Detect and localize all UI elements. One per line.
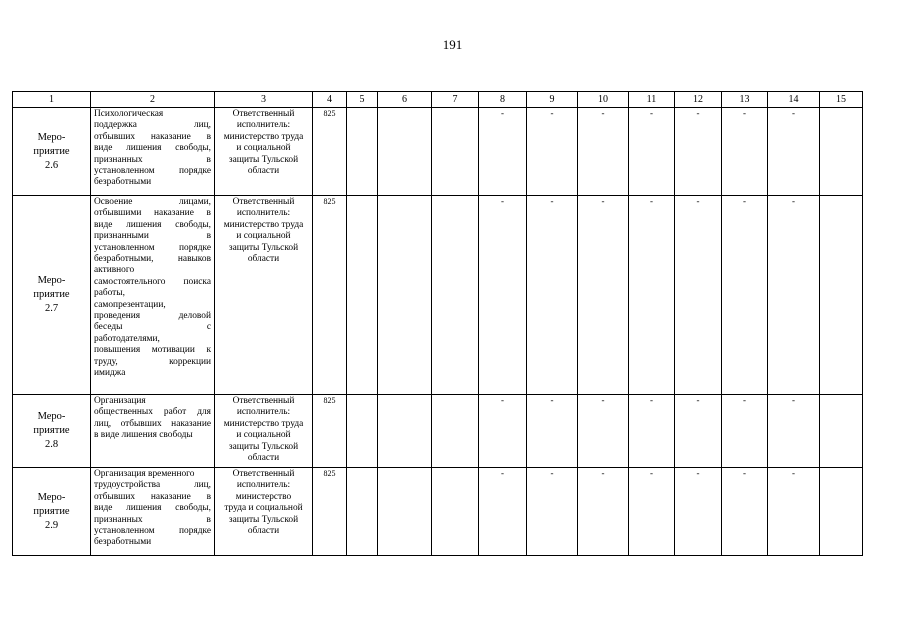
value-cell: - <box>629 108 675 196</box>
event-number-cell <box>13 395 91 468</box>
description-line: Организация <box>94 396 146 406</box>
description-line: имиджа <box>94 368 126 379</box>
executor-line: области <box>247 453 280 464</box>
header-cell: 12 <box>675 92 722 108</box>
table-header-row <box>13 92 863 108</box>
value-cell <box>347 196 378 395</box>
event-number: 2.8 <box>44 439 59 450</box>
executor-line: министерство труда <box>223 219 304 230</box>
value-cell <box>378 196 432 395</box>
header-cell: 3 <box>215 92 313 108</box>
description-line: работодателями, <box>94 333 160 344</box>
value-cell: - <box>722 196 768 395</box>
event-label: Меро- <box>37 131 66 143</box>
description-line: признанных в <box>94 514 211 525</box>
header-cell: 5 <box>347 92 378 108</box>
table-row <box>13 395 863 468</box>
header-cell: 9 <box>527 92 578 108</box>
description-line: в виде лишения свободы <box>94 430 193 441</box>
value-cell: - <box>479 108 527 196</box>
value-cell: - <box>768 468 820 556</box>
value-cell: - <box>768 196 820 395</box>
table-row <box>13 108 863 196</box>
description-line: безработными <box>94 177 152 188</box>
executor-line: защиты Тульской <box>228 441 299 452</box>
code-cell: 825 <box>313 395 347 468</box>
executor-line: министерство <box>235 491 292 502</box>
header-cell: 8 <box>479 92 527 108</box>
description-line: повышения мотивации к <box>94 345 211 356</box>
executor-line: области <box>247 526 280 537</box>
description-line: труду, коррекции <box>94 356 211 367</box>
table-row <box>13 196 863 395</box>
executor-line: исполнитель: <box>236 407 291 418</box>
description-line: виде лишения свободы, <box>94 143 211 154</box>
value-cell: - <box>479 395 527 468</box>
event-number-cell <box>13 108 91 196</box>
executor-line: и социальной <box>236 143 291 154</box>
executor-line: исполнитель: <box>236 120 291 131</box>
value-cell: - <box>527 395 578 468</box>
value-cell <box>432 395 479 468</box>
header-cell: 15 <box>820 92 863 108</box>
header-cell: 10 <box>578 92 629 108</box>
event-number: 2.6 <box>44 159 59 171</box>
value-cell: - <box>722 395 768 468</box>
description-line: отбывшими наказание в <box>94 208 211 219</box>
executor-line: Ответственный <box>232 469 295 479</box>
value-cell <box>378 468 432 556</box>
value-cell: - <box>722 468 768 556</box>
executor-line: труда и социальной <box>224 503 303 514</box>
executor-line: Ответственный <box>232 197 295 207</box>
header-cell: 11 <box>629 92 675 108</box>
executor-line: области <box>247 254 280 265</box>
value-cell: - <box>629 395 675 468</box>
description-line: самостоятельного поиска <box>94 276 211 287</box>
description-line: установленном порядке <box>94 242 211 253</box>
executor-line: и социальной <box>236 430 291 441</box>
value-cell: - <box>722 108 768 196</box>
value-cell: - <box>675 108 722 196</box>
description-line: отбывших наказание в <box>94 131 211 142</box>
value-cell: - <box>527 196 578 395</box>
header-cell: 1 <box>13 92 91 108</box>
event-label: приятие <box>33 505 70 517</box>
executor-cell <box>215 108 313 196</box>
description-line: отбывших наказание в <box>94 491 211 502</box>
value-cell <box>347 108 378 196</box>
description-line: Организация временного <box>94 469 195 479</box>
executor-cell <box>215 395 313 468</box>
description-line: Психологическая <box>94 109 164 119</box>
executor-line: министерство труда <box>223 418 304 429</box>
value-cell <box>820 395 863 468</box>
header-cell: 7 <box>432 92 479 108</box>
header-cell: 6 <box>378 92 432 108</box>
executor-line: исполнитель: <box>236 480 291 491</box>
value-cell: - <box>578 108 629 196</box>
description-line: проведения деловой <box>94 311 211 322</box>
executor-line: защиты Тульской <box>228 242 299 253</box>
value-cell <box>432 468 479 556</box>
event-label: приятие <box>33 145 70 157</box>
description-line: общественных работ для <box>94 407 211 418</box>
value-cell <box>820 468 863 556</box>
event-number-cell <box>13 468 91 556</box>
executor-cell <box>215 196 313 395</box>
description-line: признанными в <box>94 231 211 242</box>
description-cell <box>91 395 215 468</box>
value-cell: - <box>527 468 578 556</box>
value-cell: - <box>578 395 629 468</box>
description-line: самопрезентации, <box>94 299 166 310</box>
description-cell <box>91 468 215 556</box>
description-line: виде лишения свободы, <box>94 503 211 514</box>
executor-line: Ответственный <box>232 396 295 406</box>
description-line: активного <box>94 265 135 276</box>
value-cell: - <box>768 395 820 468</box>
table-row <box>13 468 863 556</box>
value-cell <box>378 108 432 196</box>
event-label: приятие <box>33 289 70 300</box>
description-line: трудоустройства лиц, <box>94 480 211 491</box>
value-cell <box>378 395 432 468</box>
code-cell: 825 <box>313 196 347 395</box>
description-line: беседы с <box>94 322 211 333</box>
executor-line: защиты Тульской <box>228 514 299 525</box>
description-line: виде лишения свободы, <box>94 219 211 230</box>
value-cell: - <box>629 468 675 556</box>
event-label: приятие <box>33 425 70 436</box>
value-cell: - <box>479 196 527 395</box>
event-number-cell <box>13 196 91 395</box>
executor-line: исполнитель: <box>236 208 291 219</box>
value-cell <box>820 196 863 395</box>
description-cell <box>91 196 215 395</box>
code-cell: 825 <box>313 468 347 556</box>
value-cell: - <box>675 395 722 468</box>
description-line: лиц, отбывших наказание <box>94 418 211 429</box>
value-cell: - <box>675 468 722 556</box>
executor-line: и социальной <box>236 231 291 242</box>
code-cell: 825 <box>313 108 347 196</box>
value-cell: - <box>479 468 527 556</box>
value-cell: - <box>768 108 820 196</box>
value-cell <box>432 196 479 395</box>
value-cell: - <box>629 196 675 395</box>
description-line: безработными, навыков <box>94 254 211 265</box>
value-cell: - <box>527 108 578 196</box>
executor-line: Ответственный <box>232 109 295 119</box>
value-cell: - <box>675 196 722 395</box>
description-line: признанных в <box>94 154 211 165</box>
value-cell <box>820 108 863 196</box>
header-cell: 13 <box>722 92 768 108</box>
value-cell: - <box>578 196 629 395</box>
description-line: Освоение лицами, <box>94 197 211 207</box>
executor-line: защиты Тульской <box>228 154 299 165</box>
executor-line: министерство труда <box>223 131 304 142</box>
program-table <box>12 91 863 556</box>
value-cell: - <box>578 468 629 556</box>
value-cell <box>347 468 378 556</box>
description-line: установленном порядке <box>94 526 211 537</box>
description-line: установленном порядке <box>94 166 211 177</box>
description-line: безработными <box>94 537 152 548</box>
description-line: работы, <box>94 288 125 299</box>
event-label: Меро- <box>37 411 66 422</box>
event-number: 2.7 <box>44 303 59 314</box>
description-cell <box>91 108 215 196</box>
event-label: Меро- <box>37 275 66 286</box>
value-cell <box>347 395 378 468</box>
description-line: поддержка лиц, <box>94 120 211 131</box>
header-cell: 14 <box>768 92 820 108</box>
header-cell: 4 <box>313 92 347 108</box>
event-label: Меро- <box>37 491 66 503</box>
executor-line: области <box>247 166 280 177</box>
executor-cell <box>215 468 313 556</box>
page-number: 191 <box>442 37 463 52</box>
header-cell: 2 <box>91 92 215 108</box>
value-cell <box>432 108 479 196</box>
event-number: 2.9 <box>44 519 59 531</box>
